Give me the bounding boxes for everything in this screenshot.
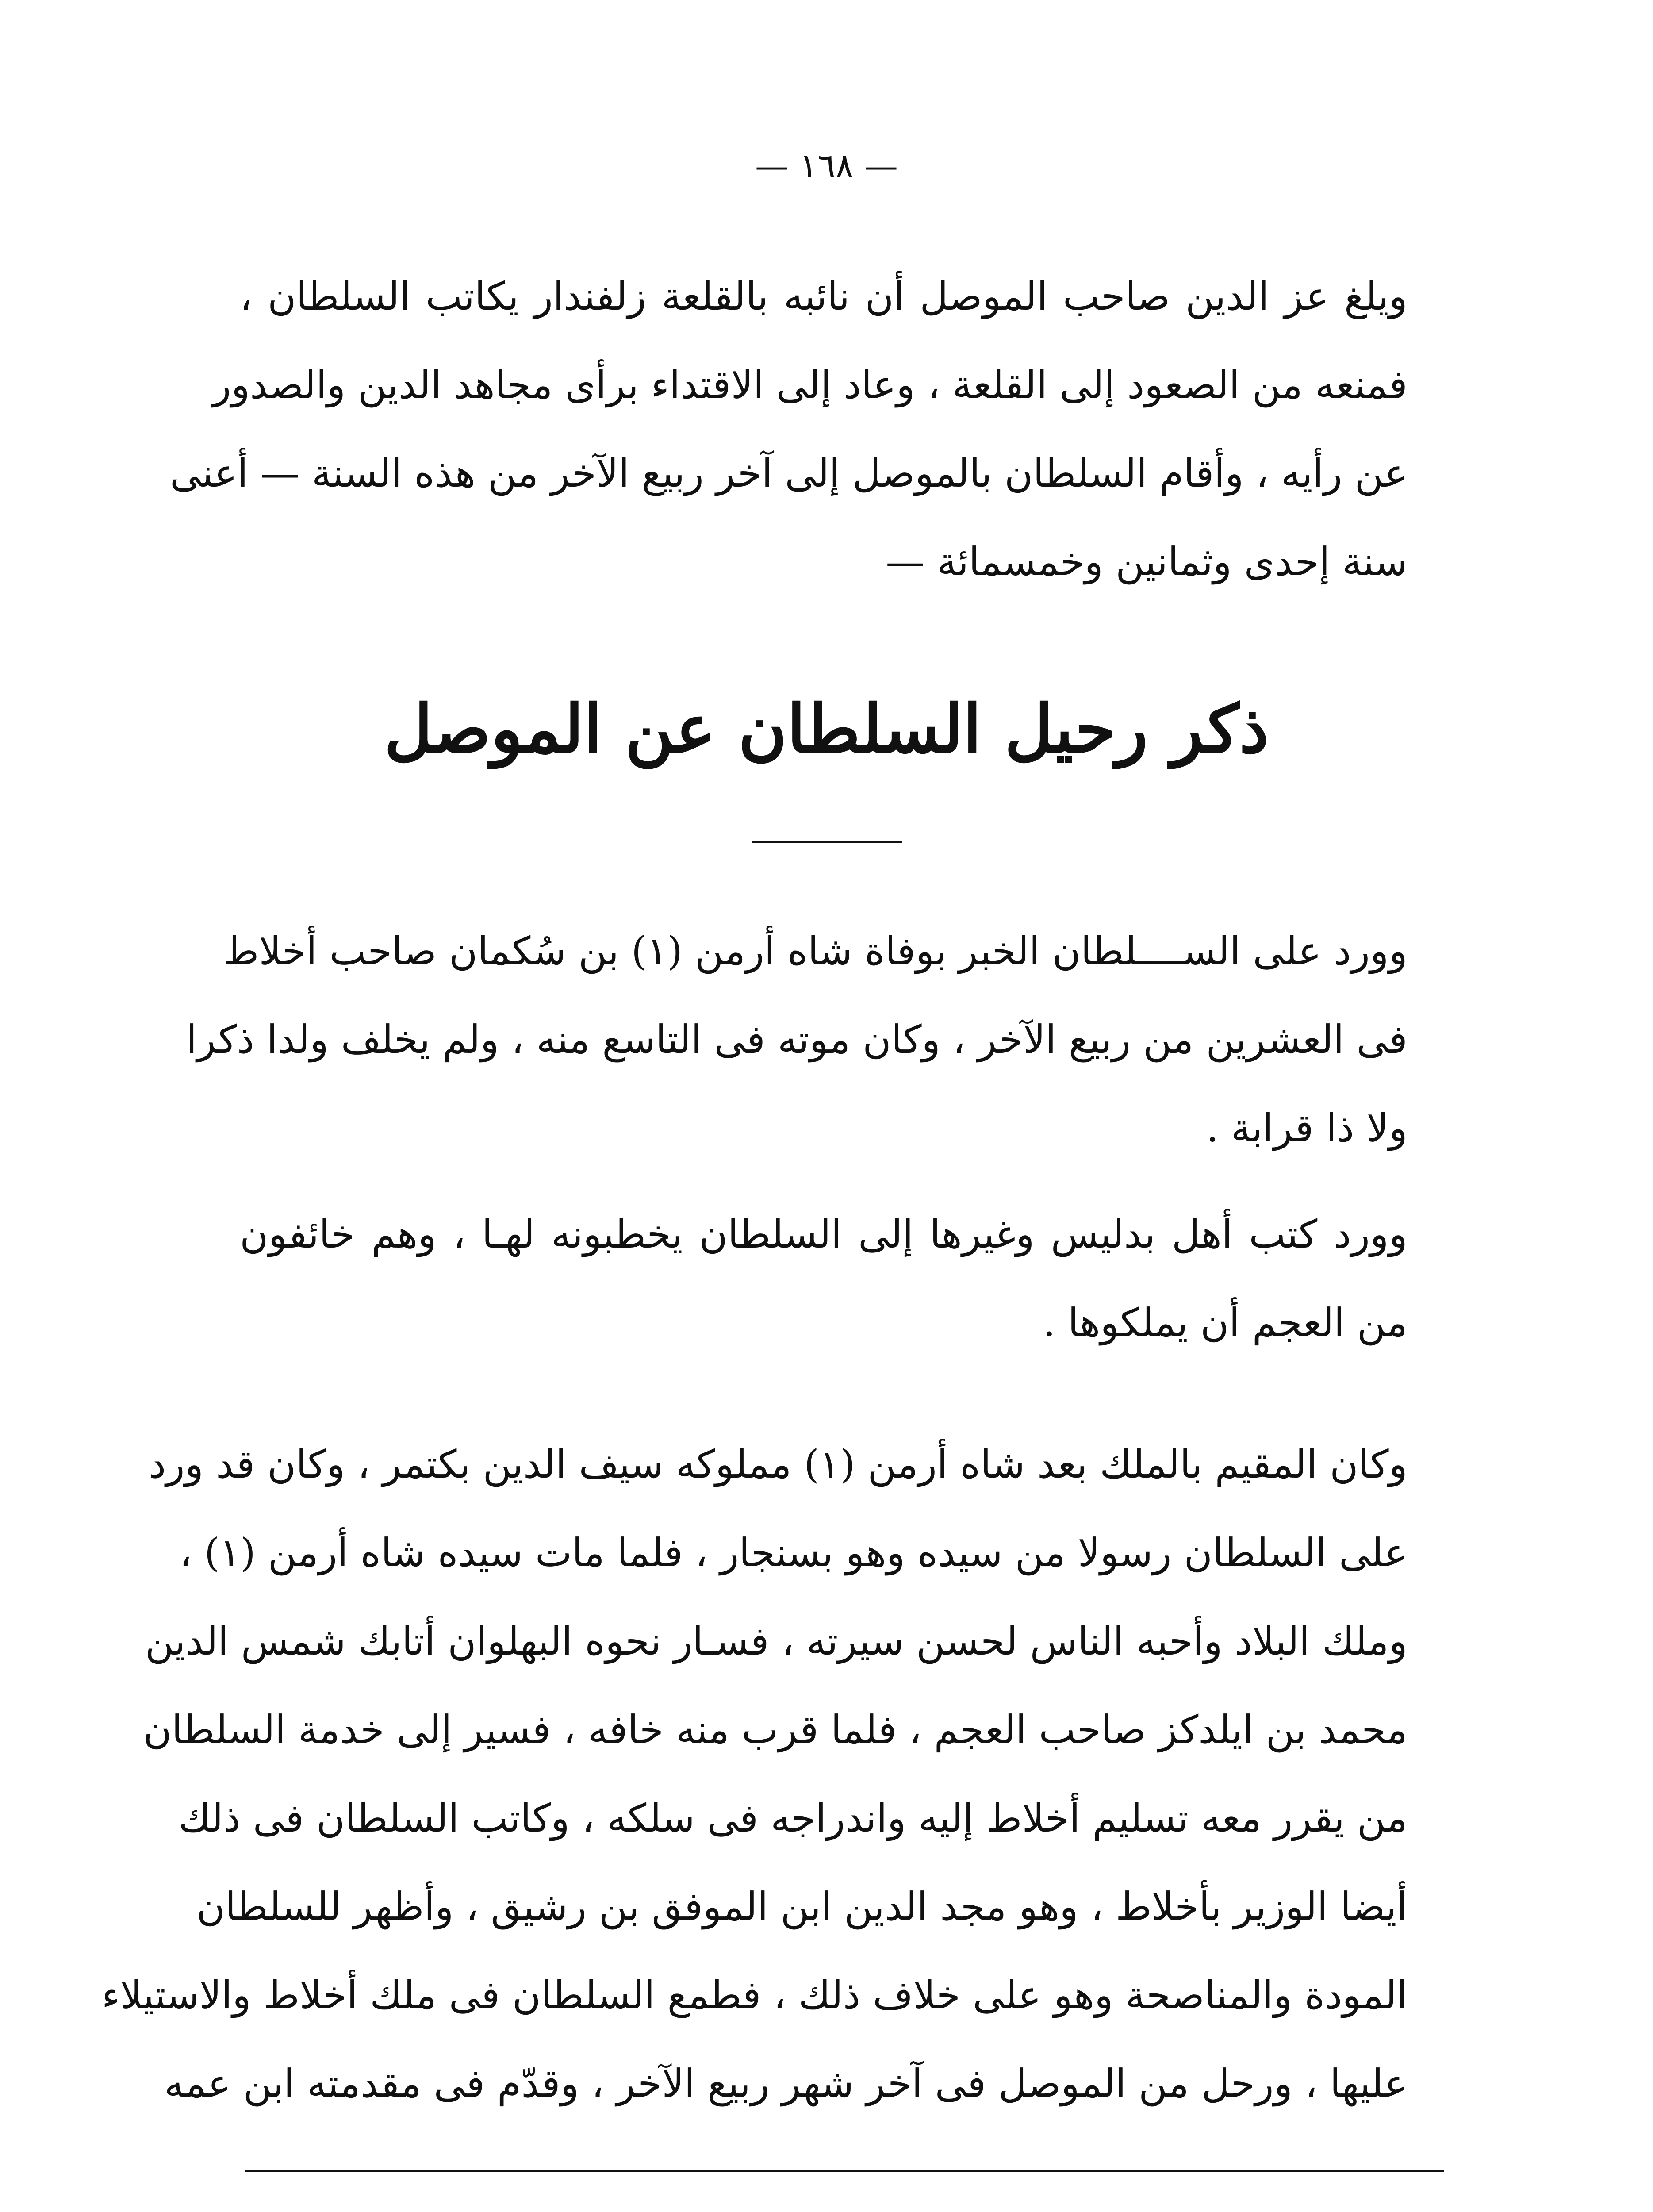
text-line: وورد على الســــلطان الخبر بوفاة شاه أرمن (١) بن سُكمان صاحب أخلاط	[223, 928, 1408, 974]
text-line: محمد بن ايلدكز صاحب العجم ، فلما قرب منه خافه ، فسير إلى خدمة السلطان	[143, 1707, 1408, 1752]
paragraph-bidlis-letters	[240, 1190, 1408, 1367]
text-line: عن رأيه ، وأقام السلطان بالموصل إلى آخر ربيع الآخر من هذه السنة — أعنى	[170, 450, 1408, 496]
section-heading: ذكر رحيل السلطان عن الموصل	[384, 690, 1269, 768]
text-line: من العجم أن يملكوها .	[1043, 1300, 1408, 1345]
text-line: من يقرر معه تسليم أخلاط إليه واندراجه فى سلكه ، وكاتب السلطان فى ذلك	[178, 1795, 1408, 1841]
text-line: فمنعه من الصعود إلى القلعة ، وعاد إلى الاقتداء برأى مجاهد الدين والصدور	[212, 362, 1408, 407]
text-line: ويلغ عز الدين صاحب الموصل أن نائبه بالقلعة زلفندار يكاتب السلطان ،	[240, 273, 1408, 319]
paragraph-death-news	[186, 907, 1408, 1172]
text-line: وملك البلاد وأحبه الناس لحسن سيرته ، فسـار نحوه البهلوان أتابك شمس الدين	[145, 1618, 1408, 1664]
heading-divider	[752, 841, 902, 843]
text-line: سنة إحدى وثمانين وخمسمائة —	[886, 539, 1408, 584]
paragraph-intro	[170, 252, 1408, 606]
text-line: فى العشرين من ربيع الآخر ، وكان موته فى التاسع منه ، ولم يخلف ولدا ذكرا	[186, 1017, 1408, 1062]
footnotes	[240, 2203, 1408, 2212]
text-line: وورد كتب أهل بدليس وغيرها إلى السلطان يخطبونه لهـا ، وهم خائفون	[240, 1211, 1408, 1257]
footnote-line	[240, 2203, 1408, 2212]
footnote-divider	[245, 2170, 1444, 2172]
page-number: — ١٦٨ —	[755, 146, 898, 185]
paragraph-bektimur	[101, 1420, 1408, 2128]
text-line: المودة والمناصحة وهو على خلاف ذلك ، فطمع السلطان فى ملك أخلاط والاستيلاء	[101, 1972, 1408, 2018]
text-line: وكان المقيم بالملك بعد شاه أرمن (١) مملوكه سيف الدين بكتمر ، وكان قد ورد	[148, 1441, 1408, 1487]
text-line: ولا ذا قرابة .	[1206, 1105, 1408, 1151]
text-line: عليها ، ورحل من الموصل فى آخر شهر ربيع الآخر ، وقدّم فى مقدمته ابن عمه	[164, 2061, 1408, 2106]
text-line: على السلطان رسولا من سيده وهو بسنجار ، فلما مات سيده شاه أرمن (١) ،	[179, 1530, 1408, 1575]
text-line: أيضا الوزير بأخلاط ، وهو مجد الدين ابن الموفق بن رشيق ، وأظهر للسلطان	[196, 1884, 1408, 1929]
